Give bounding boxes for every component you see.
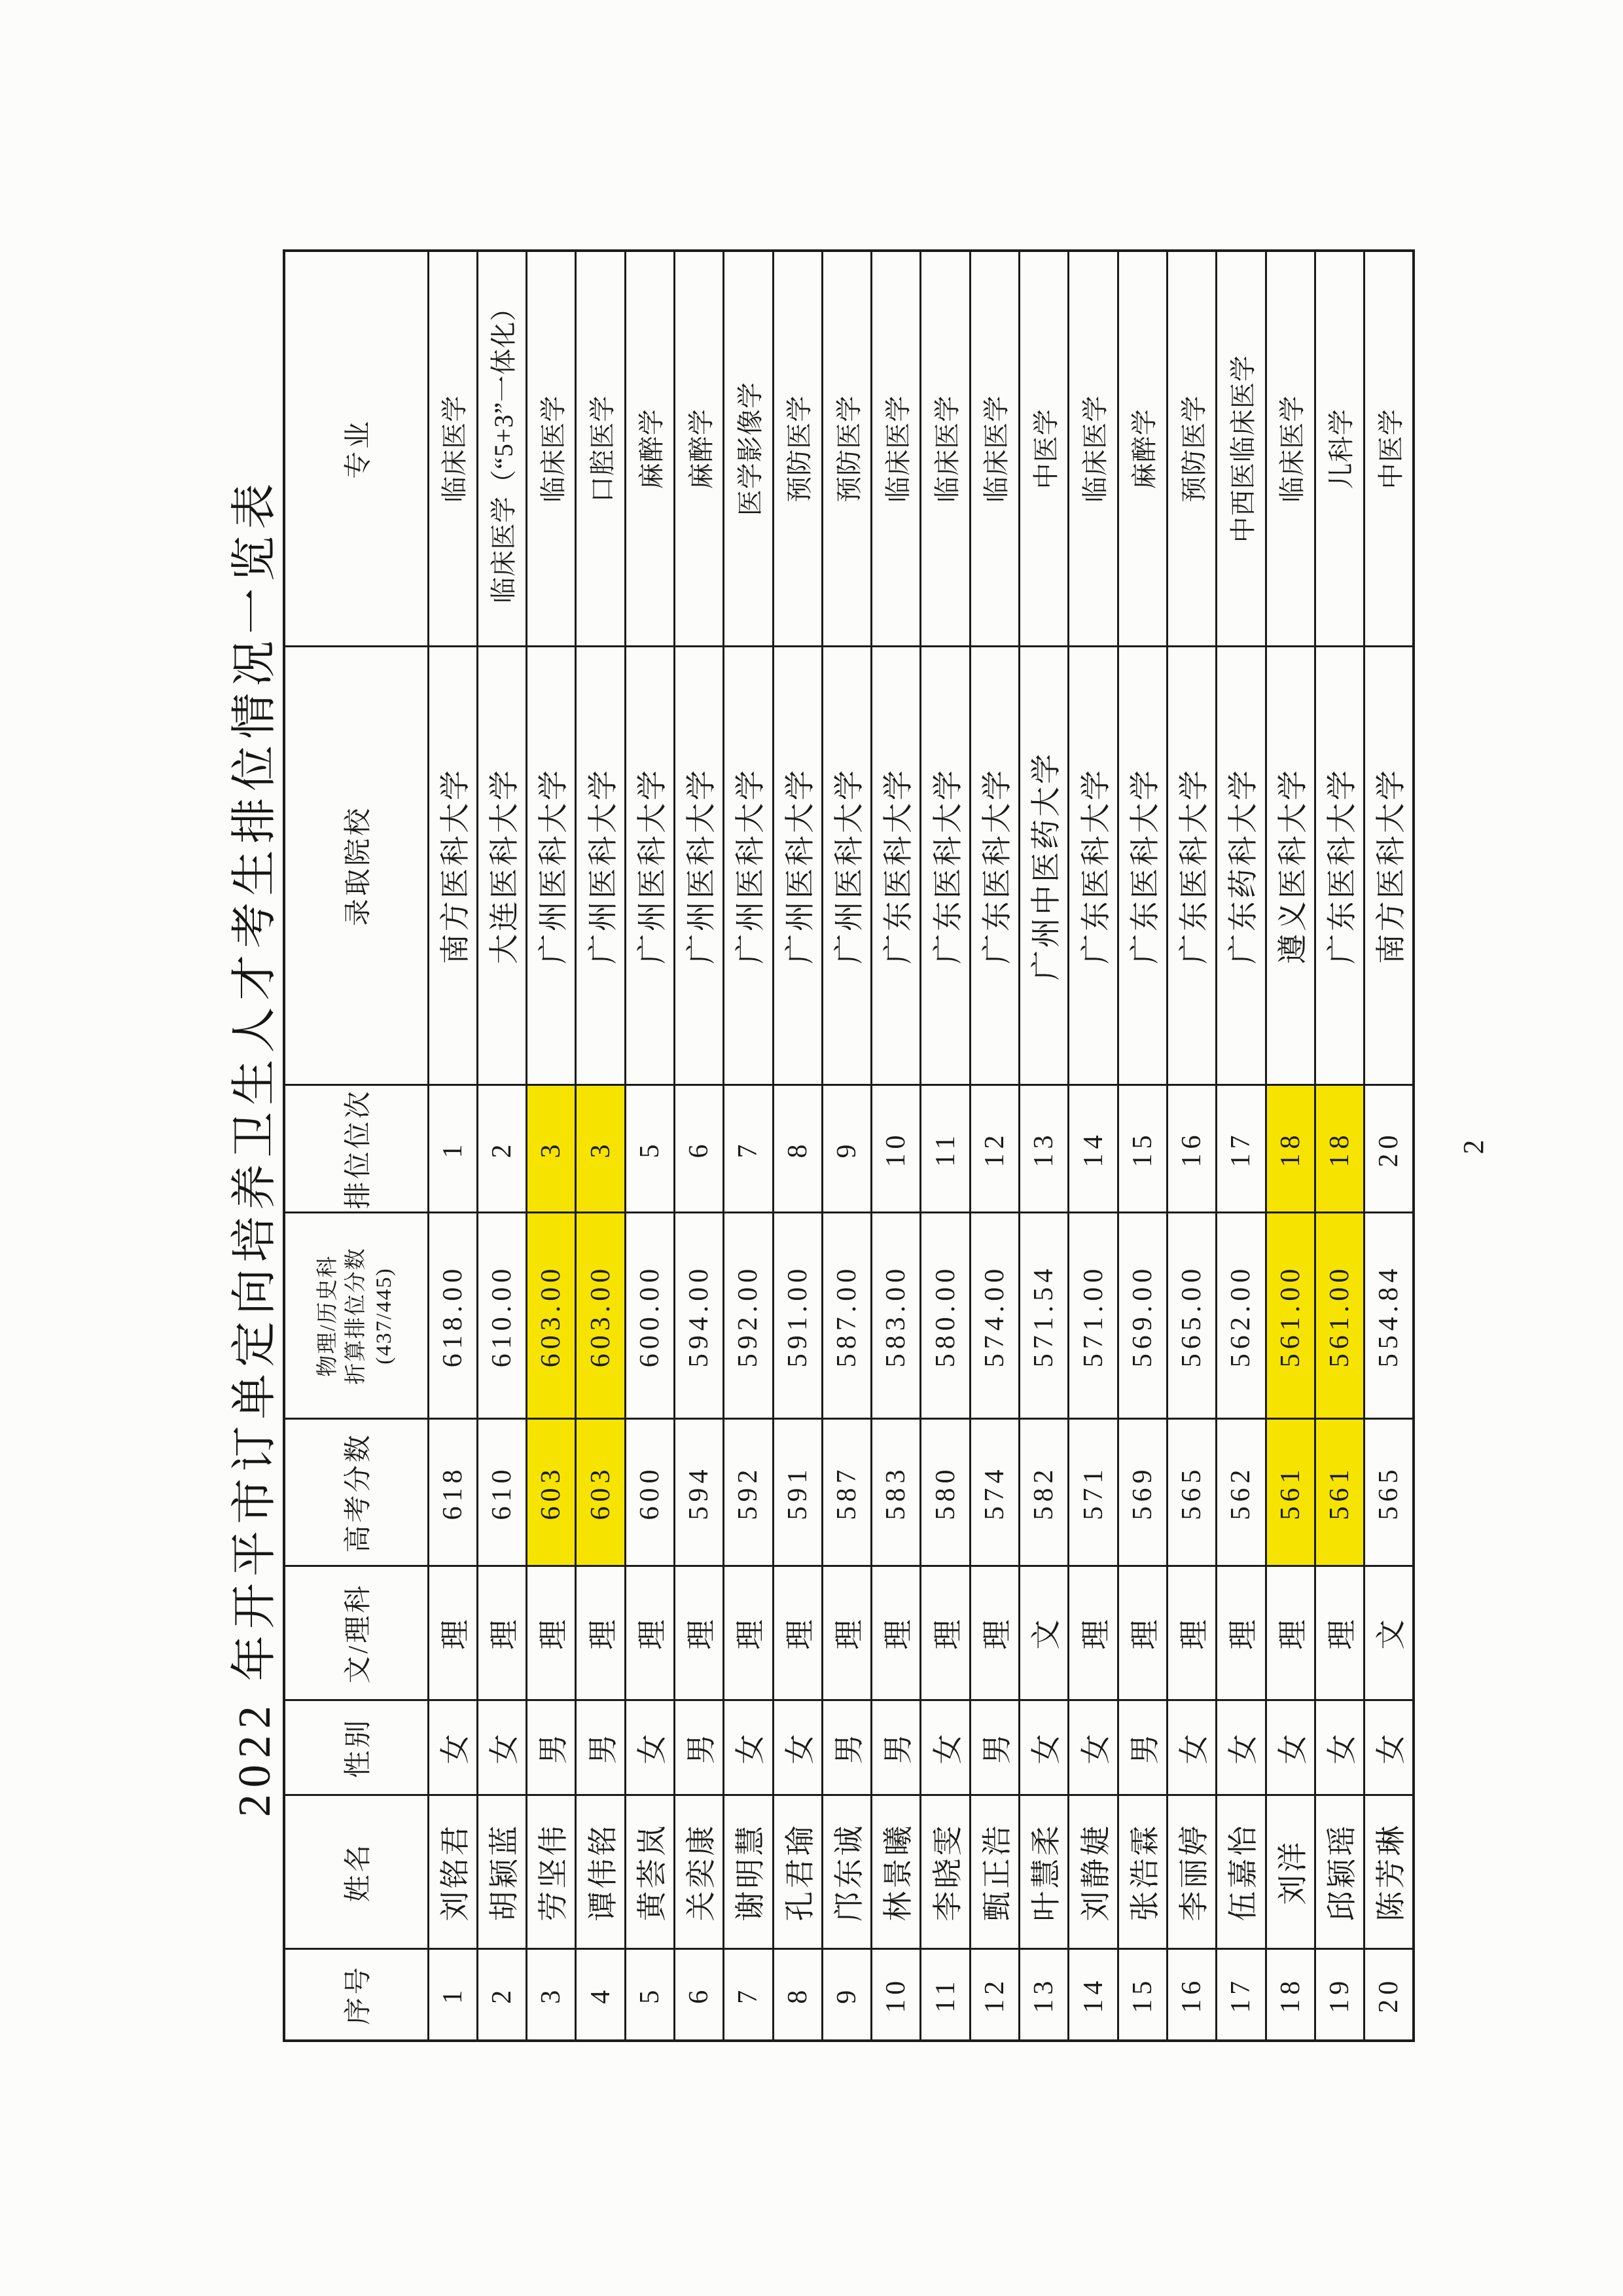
table-row: [527, 251, 576, 2041]
cell-index: 1: [428, 1949, 477, 2041]
cell-university: 大连医科大学: [477, 647, 526, 1085]
table-row: [1069, 251, 1118, 2041]
cell-gender: 女: [1217, 1700, 1266, 1795]
cell-university: 广州中医药大学: [1020, 647, 1069, 1085]
cell-track: 理: [1217, 1566, 1266, 1700]
cell-converted-score: 561.00: [1315, 1213, 1364, 1419]
cell-name: 刘洋: [1266, 1795, 1315, 1949]
cell-gaokao-score: 583: [872, 1419, 921, 1566]
cell-index: 11: [921, 1949, 970, 2041]
table-row: [674, 251, 723, 2041]
cell-university: 广州医科大学: [576, 647, 625, 1085]
cell-name: 邝东诚: [822, 1795, 871, 1949]
cell-index: 15: [1118, 1949, 1167, 2041]
cell-major: 预防医学: [1167, 251, 1216, 647]
cell-gaokao-score: 574: [970, 1419, 1019, 1566]
table-row: [1266, 251, 1315, 2041]
cell-converted-score: 603.00: [576, 1213, 625, 1419]
cell-track: 理: [921, 1566, 970, 1700]
cell-rank: 6: [674, 1085, 723, 1213]
cell-university: 广州医科大学: [674, 647, 723, 1085]
cell-gender: 男: [970, 1700, 1019, 1795]
cell-university: 广东医科大学: [872, 647, 921, 1085]
cell-name: 叶慧柔: [1020, 1795, 1069, 1949]
cell-major: 临床医学: [428, 251, 477, 647]
cell-gender: 男: [527, 1700, 576, 1795]
cell-name: 李晓雯: [921, 1795, 970, 1949]
cell-track: 理: [576, 1566, 625, 1700]
cell-major: 临床医学（“5+3”一体化）: [477, 251, 526, 647]
cell-index: 3: [527, 1949, 576, 2041]
cell-rank: 13: [1020, 1085, 1069, 1213]
cell-university: 遵义医科大学: [1266, 647, 1315, 1085]
cell-converted-score: 603.00: [527, 1213, 576, 1419]
cell-rank: 20: [1364, 1085, 1414, 1213]
cell-name: 伍嘉怡: [1217, 1795, 1266, 1949]
column-header-gender: 性别: [284, 1700, 428, 1795]
page-number: 2: [1457, 1139, 1489, 1155]
cell-rank: 14: [1069, 1085, 1118, 1213]
cell-track: 理: [1069, 1566, 1118, 1700]
cell-gender: 女: [1167, 1700, 1216, 1795]
cell-gender: 女: [625, 1700, 674, 1795]
table-row: [1364, 251, 1414, 2041]
cell-rank: 2: [477, 1085, 526, 1213]
cell-gender: 女: [428, 1700, 477, 1795]
cell-name: 李丽婷: [1167, 1795, 1216, 1949]
cell-gender: 女: [921, 1700, 970, 1795]
cell-track: 文: [1364, 1566, 1414, 1700]
cell-rank: 5: [625, 1085, 674, 1213]
cell-name: 谭伟铭: [576, 1795, 625, 1949]
cell-gaokao-score: 600: [625, 1419, 674, 1566]
cell-gaokao-score: 580: [921, 1419, 970, 1566]
cell-index: 4: [576, 1949, 625, 2041]
cell-track: 理: [1118, 1566, 1167, 1700]
cell-track: 理: [527, 1566, 576, 1700]
cell-gender: 男: [674, 1700, 723, 1795]
cell-gender: 女: [477, 1700, 526, 1795]
document-title: 2022 年开平市订单定向培养卫生人才考生排位情况一览表: [230, 476, 280, 1818]
cell-name: 谢明慧: [724, 1795, 773, 1949]
cell-gender: 男: [1118, 1700, 1167, 1795]
column-header-rank: 排位位次: [284, 1085, 428, 1213]
cell-rank: 3: [527, 1085, 576, 1213]
column-header-major: 专业: [284, 251, 428, 647]
cell-gender: 男: [576, 1700, 625, 1795]
table-row: [822, 251, 871, 2041]
cell-gaokao-score: 603: [527, 1419, 576, 1566]
cell-converted-score: 587.00: [822, 1213, 871, 1419]
cell-converted-score: 592.00: [724, 1213, 773, 1419]
cell-major: 麻醉学: [1118, 251, 1167, 647]
table-row: [477, 251, 526, 2041]
cell-gaokao-score: 610: [477, 1419, 526, 1566]
cell-major: 中医学: [1364, 251, 1414, 647]
cell-index: 14: [1069, 1949, 1118, 2041]
cell-track: 理: [872, 1566, 921, 1700]
cell-gaokao-score: 562: [1217, 1419, 1266, 1566]
cell-major: 临床医学: [527, 251, 576, 647]
cell-university: 广东药科大学: [1217, 647, 1266, 1085]
cell-university: 广州医科大学: [773, 647, 822, 1085]
cell-gaokao-score: 603: [576, 1419, 625, 1566]
cell-rank: 3: [576, 1085, 625, 1213]
cell-major: 中西医临床医学: [1217, 251, 1266, 647]
cell-name: 孔君瑜: [773, 1795, 822, 1949]
cell-index: 10: [872, 1949, 921, 2041]
cell-name: 劳坚伟: [527, 1795, 576, 1949]
cell-converted-score: 583.00: [872, 1213, 921, 1419]
cell-name: 胡颖蓝: [477, 1795, 526, 1949]
column-header-converted-score: [284, 1213, 428, 1419]
table-row: [872, 251, 921, 2041]
cell-university: 广东医科大学: [1118, 647, 1167, 1085]
cell-gaokao-score: 591: [773, 1419, 822, 1566]
cell-gender: 女: [1266, 1700, 1315, 1795]
cell-index: 16: [1167, 1949, 1216, 2041]
cell-name: 黄荟岚: [625, 1795, 674, 1949]
cell-university: 南方医科大学: [1364, 647, 1414, 1085]
cell-gender: 女: [1364, 1700, 1414, 1795]
cell-name: 陈芳琳: [1364, 1795, 1414, 1949]
column-header-university: 录取院校: [284, 647, 428, 1085]
cell-rank: 18: [1315, 1085, 1364, 1213]
cell-name: 刘静婕: [1069, 1795, 1118, 1949]
cell-gaokao-score: 587: [822, 1419, 871, 1566]
cell-track: 理: [1266, 1566, 1315, 1700]
cell-university: 广东医科大学: [1069, 647, 1118, 1085]
table-row: [1217, 251, 1266, 2041]
converted-header-line1: 物理/历史科: [315, 1255, 340, 1377]
cell-university: 广东医科大学: [1315, 647, 1364, 1085]
cell-name: 邱颖瑶: [1315, 1795, 1364, 1949]
cell-index: 12: [970, 1949, 1019, 2041]
cell-index: 2: [477, 1949, 526, 2041]
cell-converted-score: 600.00: [625, 1213, 674, 1419]
cell-converted-score: 561.00: [1266, 1213, 1315, 1419]
cell-gaokao-score: 561: [1315, 1419, 1364, 1566]
cell-rank: 1: [428, 1085, 477, 1213]
cell-name: 张浩霖: [1118, 1795, 1167, 1949]
cell-track: 理: [428, 1566, 477, 1700]
table-row: [1118, 251, 1167, 2041]
cell-gaokao-score: 618: [428, 1419, 477, 1566]
cell-name: 甄正浩: [970, 1795, 1019, 1949]
table-row: [724, 251, 773, 2041]
cell-converted-score: 580.00: [921, 1213, 970, 1419]
cell-major: 临床医学: [1266, 251, 1315, 647]
cell-name: 林景曦: [872, 1795, 921, 1949]
column-header-name: 姓名: [284, 1795, 428, 1949]
table-body: [428, 251, 1414, 2041]
cell-gaokao-score: 569: [1118, 1419, 1167, 1566]
cell-major: 临床医学: [921, 251, 970, 647]
cell-major: 麻醉学: [674, 251, 723, 647]
cell-converted-score: 554.84: [1364, 1213, 1414, 1419]
cell-university: 广州医科大学: [625, 647, 674, 1085]
cell-gaokao-score: 582: [1020, 1419, 1069, 1566]
cell-gender: 男: [872, 1700, 921, 1795]
table-row: [625, 251, 674, 2041]
cell-major: 预防医学: [773, 251, 822, 647]
cell-rank: 8: [773, 1085, 822, 1213]
cell-track: 理: [773, 1566, 822, 1700]
cell-rank: 12: [970, 1085, 1019, 1213]
cell-rank: 15: [1118, 1085, 1167, 1213]
cell-university: 南方医科大学: [428, 647, 477, 1085]
cell-track: 理: [674, 1566, 723, 1700]
cell-gaokao-score: 565: [1167, 1419, 1216, 1566]
cell-major: 儿科学: [1315, 251, 1364, 647]
cell-major: 临床医学: [1069, 251, 1118, 647]
cell-gender: 女: [1020, 1700, 1069, 1795]
cell-gaokao-score: 571: [1069, 1419, 1118, 1566]
cell-rank: 9: [822, 1085, 871, 1213]
cell-index: 8: [773, 1949, 822, 2041]
table-row: [1167, 251, 1216, 2041]
cell-track: 文: [1020, 1566, 1069, 1700]
cell-converted-score: 569.00: [1118, 1213, 1167, 1419]
cell-gender: 女: [773, 1700, 822, 1795]
table-row: [921, 251, 970, 2041]
cell-rank: 7: [724, 1085, 773, 1213]
cell-index: 7: [724, 1949, 773, 2041]
cell-track: 理: [477, 1566, 526, 1700]
table-row: [576, 251, 625, 2041]
cell-track: 理: [970, 1566, 1019, 1700]
cell-track: 理: [1167, 1566, 1216, 1700]
cell-major: 中医学: [1020, 251, 1069, 647]
cell-converted-score: 565.00: [1167, 1213, 1216, 1419]
cell-index: 5: [625, 1949, 674, 2041]
cell-index: 20: [1364, 1949, 1414, 2041]
cell-major: 口腔医学: [576, 251, 625, 647]
cell-track: 理: [1315, 1566, 1364, 1700]
cell-university: 广州医科大学: [822, 647, 871, 1085]
cell-track: 理: [822, 1566, 871, 1700]
cell-gender: 女: [724, 1700, 773, 1795]
column-header-track: 文/理科: [284, 1566, 428, 1700]
cell-major: 医学影像学: [724, 251, 773, 647]
converted-header-line2: 折算排位分数: [344, 1247, 368, 1385]
table-row: [1315, 251, 1364, 2041]
cell-gaokao-score: 592: [724, 1419, 773, 1566]
cell-gender: 女: [1069, 1700, 1118, 1795]
cell-index: 17: [1217, 1949, 1266, 2041]
ranking-table: [283, 249, 1415, 2042]
cell-index: 6: [674, 1949, 723, 2041]
cell-index: 18: [1266, 1949, 1315, 2041]
cell-gender: 男: [822, 1700, 871, 1795]
cell-rank: 17: [1217, 1085, 1266, 1213]
cell-converted-score: 571.54: [1020, 1213, 1069, 1419]
cell-major: 预防医学: [822, 251, 871, 647]
table-row: [970, 251, 1019, 2041]
cell-major: 临床医学: [872, 251, 921, 647]
cell-converted-score: 591.00: [773, 1213, 822, 1419]
cell-converted-score: 574.00: [970, 1213, 1019, 1419]
cell-converted-score: 571.00: [1069, 1213, 1118, 1419]
cell-university: 广东医科大学: [970, 647, 1019, 1085]
cell-rank: 16: [1167, 1085, 1216, 1213]
cell-university: 广东医科大学: [921, 647, 970, 1085]
cell-university: 广州医科大学: [527, 647, 576, 1085]
cell-converted-score: 618.00: [428, 1213, 477, 1419]
cell-rank: 11: [921, 1085, 970, 1213]
cell-index: 9: [822, 1949, 871, 2041]
cell-rank: 10: [872, 1085, 921, 1213]
cell-converted-score: 562.00: [1217, 1213, 1266, 1419]
header-row: [284, 251, 428, 2041]
cell-rank: 18: [1266, 1085, 1315, 1213]
cell-gender: 女: [1315, 1700, 1364, 1795]
cell-converted-score: 594.00: [674, 1213, 723, 1419]
table-row: [773, 251, 822, 2041]
cell-major: 麻醉学: [625, 251, 674, 647]
cell-converted-score: 610.00: [477, 1213, 526, 1419]
cell-university: 广东医科大学: [1167, 647, 1216, 1085]
cell-gaokao-score: 594: [674, 1419, 723, 1566]
cell-index: 13: [1020, 1949, 1069, 2041]
column-header-gaokao-score: 高考分数: [284, 1419, 428, 1566]
cell-major: 临床医学: [970, 251, 1019, 647]
cell-university: 广州医科大学: [724, 647, 773, 1085]
table-row: [1020, 251, 1069, 2041]
table-row: [428, 251, 477, 2041]
cell-gaokao-score: 561: [1266, 1419, 1315, 1566]
cell-name: 刘铭君: [428, 1795, 477, 1949]
converted-header-line3: (437/445): [372, 1267, 396, 1365]
cell-track: 理: [625, 1566, 674, 1700]
cell-gaokao-score: 565: [1364, 1419, 1414, 1566]
cell-index: 19: [1315, 1949, 1364, 2041]
cell-track: 理: [724, 1566, 773, 1700]
cell-name: 关奕康: [674, 1795, 723, 1949]
column-header-index: 序号: [284, 1949, 428, 2041]
